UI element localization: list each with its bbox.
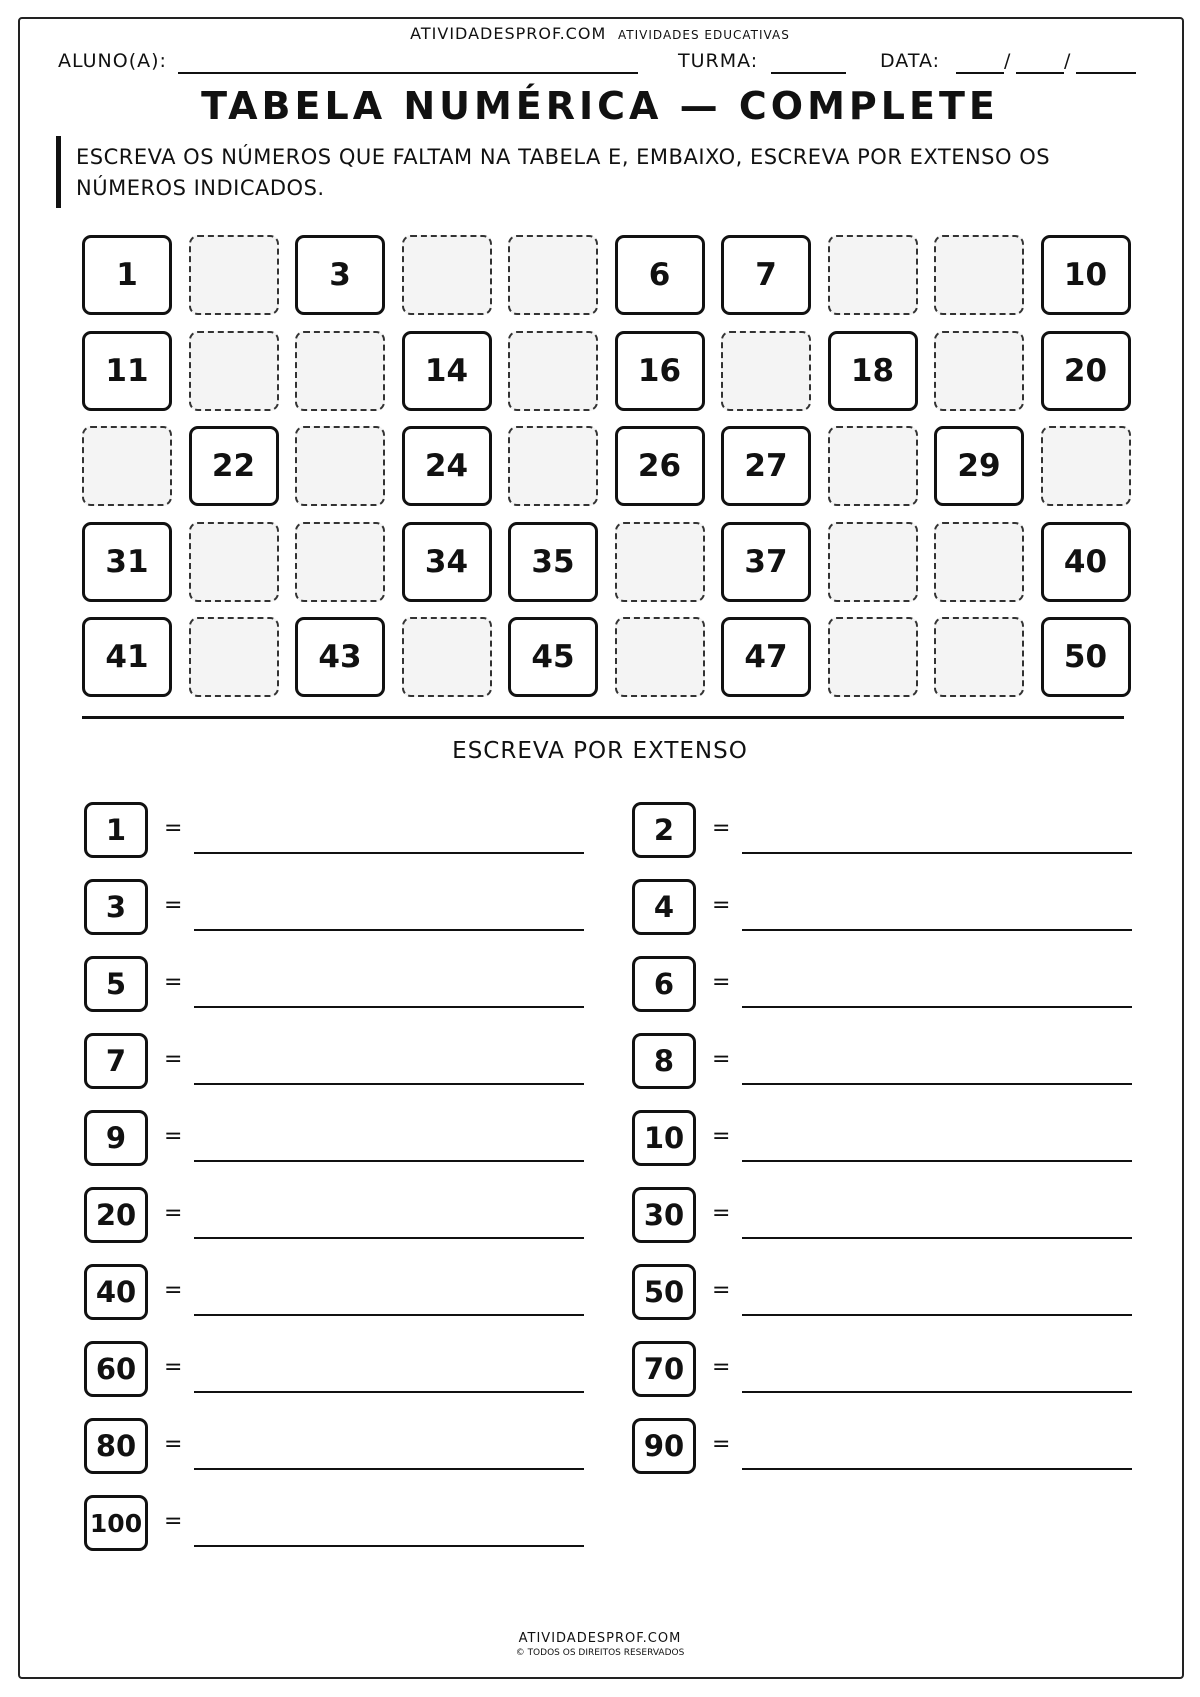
number-box: 80: [84, 1418, 148, 1474]
write-row: [632, 956, 1132, 1012]
write-row: [84, 1495, 584, 1551]
date-label: DATA:: [880, 50, 941, 72]
number-box: 60: [84, 1341, 148, 1397]
number-cell: 47: [721, 617, 811, 697]
answer-line[interactable]: [194, 1391, 584, 1393]
worksheet-title: TABELA NUMÉRICA — COMPLETE: [201, 84, 999, 128]
class-label: TURMA:: [678, 50, 759, 72]
number-cell: 31: [82, 522, 172, 602]
number-box: 30: [632, 1187, 696, 1243]
blank-number-cell[interactable]: [828, 617, 918, 697]
number-box: 90: [632, 1418, 696, 1474]
blank-number-cell[interactable]: [934, 331, 1024, 411]
number-box: 10: [632, 1110, 696, 1166]
number-cell: 41: [82, 617, 172, 697]
equals-sign: =: [164, 1509, 183, 1534]
answer-line[interactable]: [194, 1314, 584, 1316]
number-cell: 14: [402, 331, 492, 411]
answer-line[interactable]: [194, 852, 584, 854]
number-cell: 45: [508, 617, 598, 697]
number-cell: 22: [189, 426, 279, 506]
instruction-text: ESCREVA OS NÚMEROS QUE FALTAM NA TABELA E, EMBAIXO, ESCREVA POR EXTENSO OS NÚMEROS INDICADOS.: [76, 145, 1051, 200]
write-row: [632, 879, 1132, 935]
write-row: [84, 956, 584, 1012]
number-cell: 29: [934, 426, 1024, 506]
blank-number-cell[interactable]: [615, 522, 705, 602]
date-month-field[interactable]: [1016, 72, 1064, 74]
answer-line[interactable]: [194, 1006, 584, 1008]
number-cell: 35: [508, 522, 598, 602]
write-row: [84, 1033, 584, 1089]
equals-sign: =: [712, 1201, 731, 1226]
blank-number-cell[interactable]: [82, 426, 172, 506]
write-row: [632, 802, 1132, 858]
footer-copyright: © TODOS OS DIREITOS RESERVADOS: [515, 1648, 685, 1658]
number-box: 6: [632, 956, 696, 1012]
answer-line[interactable]: [742, 1237, 1132, 1239]
number-cell: 26: [615, 426, 705, 506]
number-cell: 20: [1041, 331, 1131, 411]
equals-sign: =: [164, 1432, 183, 1457]
blank-number-cell[interactable]: [828, 522, 918, 602]
blank-number-cell[interactable]: [402, 617, 492, 697]
instruction-bar: [56, 136, 61, 208]
answer-line[interactable]: [742, 929, 1132, 931]
footer-site: ATIVIDADESPROF.COM: [518, 1631, 682, 1646]
number-box: 9: [84, 1110, 148, 1166]
number-cell: 27: [721, 426, 811, 506]
date-separator: /: [1064, 50, 1072, 72]
equals-sign: =: [164, 970, 183, 995]
write-row: [632, 1187, 1132, 1243]
number-box: 1: [84, 802, 148, 858]
equals-sign: =: [712, 1355, 731, 1380]
date-day-field[interactable]: [956, 72, 1004, 74]
equals-sign: =: [712, 1124, 731, 1149]
write-row: [632, 1264, 1132, 1320]
answer-line[interactable]: [742, 1006, 1132, 1008]
blank-number-cell[interactable]: [508, 331, 598, 411]
date-year-field[interactable]: [1076, 72, 1136, 74]
site-header: [0, 24, 1200, 43]
number-cell: 7: [721, 235, 811, 315]
answer-line[interactable]: [742, 1083, 1132, 1085]
number-cell: 3: [295, 235, 385, 315]
write-row: [84, 1264, 584, 1320]
blank-number-cell[interactable]: [934, 617, 1024, 697]
number-box: 70: [632, 1341, 696, 1397]
number-box: 4: [632, 879, 696, 935]
blank-number-cell[interactable]: [934, 522, 1024, 602]
number-cell: 34: [402, 522, 492, 602]
blank-number-cell[interactable]: [721, 331, 811, 411]
answer-line[interactable]: [194, 1545, 584, 1547]
answer-line[interactable]: [742, 1391, 1132, 1393]
equals-sign: =: [712, 893, 731, 918]
number-box: 5: [84, 956, 148, 1012]
class-field[interactable]: [771, 72, 846, 74]
number-cell: 37: [721, 522, 811, 602]
number-cell: 10: [1041, 235, 1131, 315]
blank-number-cell[interactable]: [828, 426, 918, 506]
blank-number-cell[interactable]: [615, 617, 705, 697]
equals-sign: =: [164, 1124, 183, 1149]
number-box: 7: [84, 1033, 148, 1089]
blank-number-cell[interactable]: [828, 235, 918, 315]
write-row: [632, 1033, 1132, 1089]
write-row: [632, 1110, 1132, 1166]
write-row: [632, 1341, 1132, 1397]
number-box: 3: [84, 879, 148, 935]
student-label: ALUNO(A):: [58, 50, 167, 72]
number-cell: 50: [1041, 617, 1131, 697]
equals-sign: =: [712, 1432, 731, 1457]
site-tagline: ATIVIDADES EDUCATIVAS: [618, 28, 790, 42]
answer-line[interactable]: [742, 852, 1132, 854]
blank-number-cell[interactable]: [295, 331, 385, 411]
blank-number-cell[interactable]: [189, 522, 279, 602]
student-info-row: [58, 50, 1148, 78]
number-cell: 24: [402, 426, 492, 506]
answer-line[interactable]: [742, 1160, 1132, 1162]
blank-number-cell[interactable]: [508, 235, 598, 315]
number-box: 100: [84, 1495, 148, 1551]
number-cell: 11: [82, 331, 172, 411]
site-name: ATIVIDADESPROF.COM: [410, 24, 607, 43]
equals-sign: =: [164, 1047, 183, 1072]
number-table: [82, 235, 1124, 697]
blank-number-cell[interactable]: [295, 522, 385, 602]
answer-line[interactable]: [194, 1160, 584, 1162]
write-row: [84, 1418, 584, 1474]
blank-number-cell[interactable]: [189, 331, 279, 411]
blank-number-cell[interactable]: [295, 426, 385, 506]
write-section-title: ESCREVA POR EXTENSO: [452, 738, 748, 764]
number-cell: 18: [828, 331, 918, 411]
equals-sign: =: [712, 1278, 731, 1303]
number-cell: 6: [615, 235, 705, 315]
write-row: [84, 879, 584, 935]
blank-number-cell[interactable]: [189, 617, 279, 697]
footer: [0, 1631, 1200, 1658]
blank-number-cell[interactable]: [189, 235, 279, 315]
equals-sign: =: [712, 1047, 731, 1072]
number-box: 2: [632, 802, 696, 858]
number-cell: 43: [295, 617, 385, 697]
answer-line[interactable]: [194, 1468, 584, 1470]
number-cell: 1: [82, 235, 172, 315]
equals-sign: =: [164, 816, 183, 841]
blank-number-cell[interactable]: [402, 235, 492, 315]
write-row: [84, 802, 584, 858]
equals-sign: =: [712, 970, 731, 995]
write-row: [632, 1418, 1132, 1474]
blank-number-cell[interactable]: [1041, 426, 1131, 506]
answer-line[interactable]: [194, 1237, 584, 1239]
write-row: [84, 1187, 584, 1243]
answer-line[interactable]: [194, 1083, 584, 1085]
number-box: 8: [632, 1033, 696, 1089]
equals-sign: =: [712, 816, 731, 841]
number-box: 50: [632, 1264, 696, 1320]
number-box: 40: [84, 1264, 148, 1320]
student-name-field[interactable]: [178, 72, 638, 74]
number-cell: 16: [615, 331, 705, 411]
answer-line[interactable]: [742, 1468, 1132, 1470]
blank-number-cell[interactable]: [934, 235, 1024, 315]
equals-sign: =: [164, 1201, 183, 1226]
answer-line[interactable]: [742, 1314, 1132, 1316]
number-cell: 40: [1041, 522, 1131, 602]
equals-sign: =: [164, 893, 183, 918]
date-separator: /: [1004, 50, 1012, 72]
write-row: [84, 1341, 584, 1397]
equals-sign: =: [164, 1355, 183, 1380]
write-row: [84, 1110, 584, 1166]
section-divider: [82, 716, 1124, 719]
equals-sign: =: [164, 1278, 183, 1303]
answer-line[interactable]: [194, 929, 584, 931]
blank-number-cell[interactable]: [508, 426, 598, 506]
number-box: 20: [84, 1187, 148, 1243]
